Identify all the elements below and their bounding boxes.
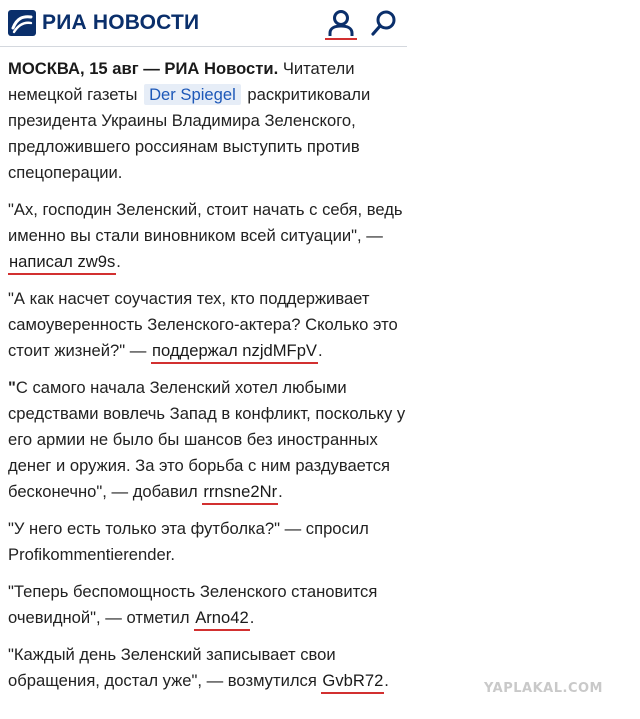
quote-paragraph [8, 579, 408, 631]
dateline: МОСКВА, 15 авг — РИА Новости. [8, 59, 279, 78]
site-header [0, 0, 407, 47]
quote-text: С самого начала Зеленский хотел любыми средствами вовлечь Запад в конфликт, поскольку у его армии не было бы шансов без иностранных денег и оружия. За это борьба с ним раздувается бесконечно", — добавил [8, 378, 406, 501]
profile-button[interactable] [325, 8, 357, 40]
site-logo[interactable] [8, 10, 199, 36]
text: Читатели немецкой газеты [8, 59, 355, 104]
attribution-highlight: поддержал nzjdMFpV [151, 340, 318, 364]
tag-link[interactable]: Der Spiegel [144, 84, 241, 105]
text: . [384, 671, 389, 690]
quote-text: "Ах, господин Зеленский, стоит начать с себя, ведь именно вы стали виновником всей ситуации", — [8, 200, 403, 245]
site-watermark: YAPLAKAL.COM [484, 681, 603, 696]
brand-name: РИА НОВОСТИ [42, 11, 200, 34]
quote-text: "Теперь беспомощность Зеленского становится очевидной", — отметил [8, 582, 378, 627]
quote-paragraph [8, 642, 408, 694]
text: . [278, 482, 283, 501]
text: . [318, 341, 323, 360]
quote-mark: " [8, 378, 16, 397]
user-icon [326, 8, 356, 38]
quote-paragraph [8, 516, 408, 568]
quote-paragraph [8, 375, 408, 505]
search-button[interactable] [369, 8, 399, 38]
search-icon [369, 8, 399, 38]
attribution-highlight: написал zw9s [8, 251, 116, 275]
lead-paragraph [8, 56, 408, 186]
attribution-highlight: rrnsne2Nr [202, 481, 278, 505]
quote-text: "Каждый день Зеленский записывает свои обращения, достал уже", — возмутился [8, 645, 336, 690]
text: . [249, 608, 255, 627]
quote-text: "А как насчет соучастия тех, кто поддерживает самоуверенность Зеленского-актера? Сколько это стоит жизней?" — [8, 289, 398, 360]
attribution-highlight: GvbR72 [321, 670, 384, 694]
quote-paragraph [8, 197, 408, 275]
article-body [8, 56, 408, 705]
quote-text: "У него есть только эта футболка?" — спросил Profikommentierender. [8, 519, 369, 564]
ria-logo-icon [8, 10, 36, 36]
attribution-highlight: Arno42 [194, 607, 250, 631]
text: . [116, 252, 121, 271]
quote-paragraph [8, 286, 408, 364]
text: раскритиковали президента Украины Владимира Зеленского, предложившего россиянам выступить против спецоперации. [8, 85, 371, 182]
